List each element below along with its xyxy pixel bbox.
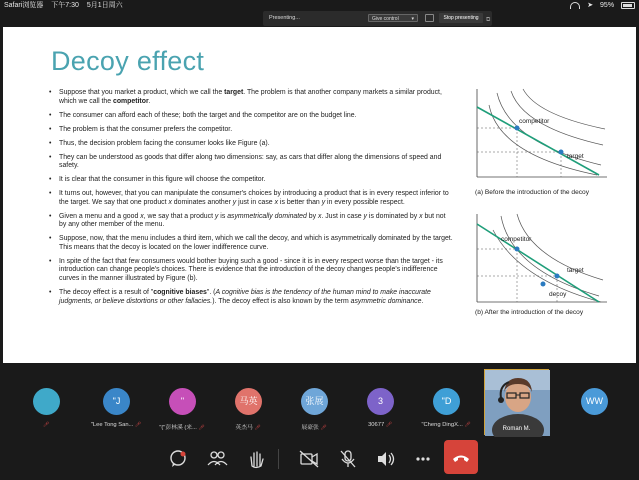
bullet-text: It is clear that the consumer in this figure will choose the competitor. [59,176,266,184]
participant-name [84,422,148,428]
bullet-text: by [306,212,318,220]
participant-tile[interactable] [348,369,412,437]
bullet-text: . [148,97,151,105]
competitor-label: competitor [519,118,550,125]
battery-icon [621,2,635,9]
presenting-label: Presenting... [269,15,300,21]
bullet-text: is better than [278,198,322,206]
divider [278,449,279,469]
bullet-text: A cognitive bias is the tendency of the human mind to make inaccurate judgments, or believe distortions or other fallacies. [59,289,431,305]
participant-name [282,422,346,431]
app-name[interactable]: Safari浏览器 [4,2,44,9]
bullet-item [48,126,453,135]
speaker-icon[interactable] [372,446,398,472]
target-label: target [567,267,584,274]
bullet-text: x [274,198,279,206]
indifference-curve-1 [497,93,601,165]
competitor-label: competitor [501,236,532,243]
bullet-text: Suppose, now, that the menu includes a third item, which we call the decoy, and which is asymmetrically dominated by the target. This means that the decoy is located on the lower indifference curve. [59,235,453,251]
participant-tile[interactable] [562,369,626,437]
avatar: 3 [367,388,394,415]
bullet-text: The consumer can afford each of these; both the target and the competitor are on the budget line. [59,111,357,119]
participant-name-text: 30677 [368,422,385,428]
clock: 下午7:30 [51,2,79,9]
bullet-text: is dominated by [367,212,420,220]
participant-name [216,422,280,431]
decoy-label: decoy [549,291,567,298]
chevron-down-icon: ▾ [411,16,414,22]
bullet-text: in every possible respect. [325,198,405,206]
participant-name-text: 展豪张 [301,425,319,431]
shared-slide [3,27,636,363]
hangup-icon [444,440,478,474]
bullet-text: x [317,212,322,220]
bullet-item [48,140,453,149]
bullet-text: . Just in case [321,212,364,220]
bullet-list [48,89,453,312]
bullet-text: . The problem is that another company markets a similar product, which we call the [59,89,442,105]
location-icon: ➤ [587,2,594,9]
bullet-text: y [363,212,367,220]
mic-muted-icon: 🎤︎ [318,425,327,431]
figure-b-caption: (b) After the introduction of the decoy [475,309,584,316]
participant-name: Roman M. [502,426,531,432]
bullet-text: The decoy effect is a result of " [59,289,154,296]
avatar: "J [103,388,130,415]
bullet-text: ". ( [206,289,216,296]
bullet-text: y [321,198,326,206]
competitor-point [515,247,520,252]
bullet-text: The problem is that the consumer prefers the competitor. [59,125,233,133]
decoy-point [541,282,546,287]
bullet-item [48,289,453,306]
bullet-text: asymmetric dominance [350,297,422,305]
participant-name-text: "Lee Tong San... [90,422,134,428]
mic-muted-icon: 🎤︎ [133,422,142,428]
bullet-item [48,190,453,207]
meeting-controls [0,437,639,480]
raise-hand-icon[interactable] [243,446,269,472]
mic-muted-icon: 🎤︎ [196,425,205,431]
presenting-toolbar [263,11,492,26]
avatar: "D [433,388,460,415]
battery-percent: 95% [600,2,615,9]
bullet-text: x [419,212,423,220]
slide-title: Decoy effect [51,46,205,76]
bullet-text: Given a menu and a good [59,212,141,220]
bullet-text: target [224,89,244,96]
chat-icon[interactable] [165,446,191,472]
mic-muted-icon: 🎤︎ [384,422,392,428]
video-tile-roman[interactable] [484,369,549,435]
bullet-item [48,112,453,121]
participant-tile[interactable] [84,369,148,437]
bullet-text: cognitive biases [153,289,207,296]
participant-tile[interactable] [414,369,478,437]
bullet-text: It turns out, however, that you can manipulate the consumer's choices by introducing a product that is in every respect inferior to the target. We say that one product [59,190,449,206]
mic-muted-icon: 🎤︎ [252,425,261,431]
participant-name-text: 英杰马 [235,425,253,431]
mic-muted-icon: 🎤︎ [462,422,471,428]
target-label: target [567,153,584,160]
bullet-text: dominates another [171,198,233,206]
bullet-item [48,89,453,106]
bullet-text: In spite of the fact that few consumers would bother buying such a good - since it is in every respect worse than the target - its introduction can change people's choices. There is evidence that the introduction of the decoy changes people's indifference curves in the manner illustrated by Figure (b). [59,257,443,283]
more-icon[interactable] [410,446,436,472]
target-point [559,150,564,155]
avatar: 马英 [235,388,262,415]
participants-row [0,369,639,437]
figure-a [471,85,611,185]
bullet-text: competitor [113,97,149,105]
indifference-curve-1 [501,216,599,296]
bullet-text: x [140,212,144,220]
mic-muted-icon: 🎤︎ [42,422,50,428]
bullet-text: y [214,212,219,220]
bullet-text: but not by any other member of the menu. [59,212,446,229]
wifi-icon [570,2,580,9]
avatar: " [169,388,196,415]
target-point [555,274,560,279]
bullet-text: x [168,198,172,206]
mic-off-icon[interactable] [335,446,361,472]
figure-b [471,210,611,308]
bullet-item [48,213,453,230]
participants-icon[interactable] [204,446,230,472]
participant-name-text: "("彭林溪 (来... [159,425,197,431]
bullet-text: Thus, the decision problem facing the consumer looks like Figure (a). [59,139,270,147]
participant-name-text: "Cheng DingX... [421,422,463,428]
bullet-item [48,176,453,185]
bullet-text: Suppose that you market a product, which we call the [59,89,225,96]
bullet-text: They can be understood as goods that differ along two dimensions: say, as cars that differ along the dimensions of speed and safety. [59,153,442,170]
indifference-curve-2 [517,214,603,280]
participant-name [348,422,412,428]
avatar [33,388,60,415]
participant-name [414,422,478,428]
hangup-button[interactable] [444,440,478,474]
screen-share-icon[interactable] [425,14,434,22]
participant-name [14,422,78,428]
avatar: WW [581,388,608,415]
video-off-icon[interactable] [296,446,322,472]
participant-name [150,422,214,431]
bullet-text: just in case [236,198,275,206]
give-control-select[interactable]: Give control ▾ [368,14,418,22]
competitor-point [515,126,520,131]
date: 5月1日周六 [86,2,123,9]
participant-tile[interactable] [282,369,346,437]
pin-icon[interactable]: ⧉ [486,17,491,23]
stop-presenting-button[interactable]: Stop presenting [439,13,483,23]
bullet-text: is [218,212,228,220]
bullet-text: , we say that a product [143,212,215,220]
bullet-text: ). The decoy effect is also known by the term [212,297,351,305]
bullet-item [48,235,453,252]
bullet-text: y [232,198,237,206]
bullet-item [48,258,453,284]
participant-tile[interactable] [150,369,214,437]
bullet-item [48,154,453,171]
avatar: 张展 [301,388,328,415]
bullet-text: . [421,297,424,305]
figure-a-caption: (a) Before the introduction of the decoy [475,189,589,196]
participant-tile[interactable] [216,369,280,437]
budget-line [477,224,599,302]
bullet-text: asymmetrically dominated [227,212,307,220]
participant-tile[interactable] [14,369,78,437]
